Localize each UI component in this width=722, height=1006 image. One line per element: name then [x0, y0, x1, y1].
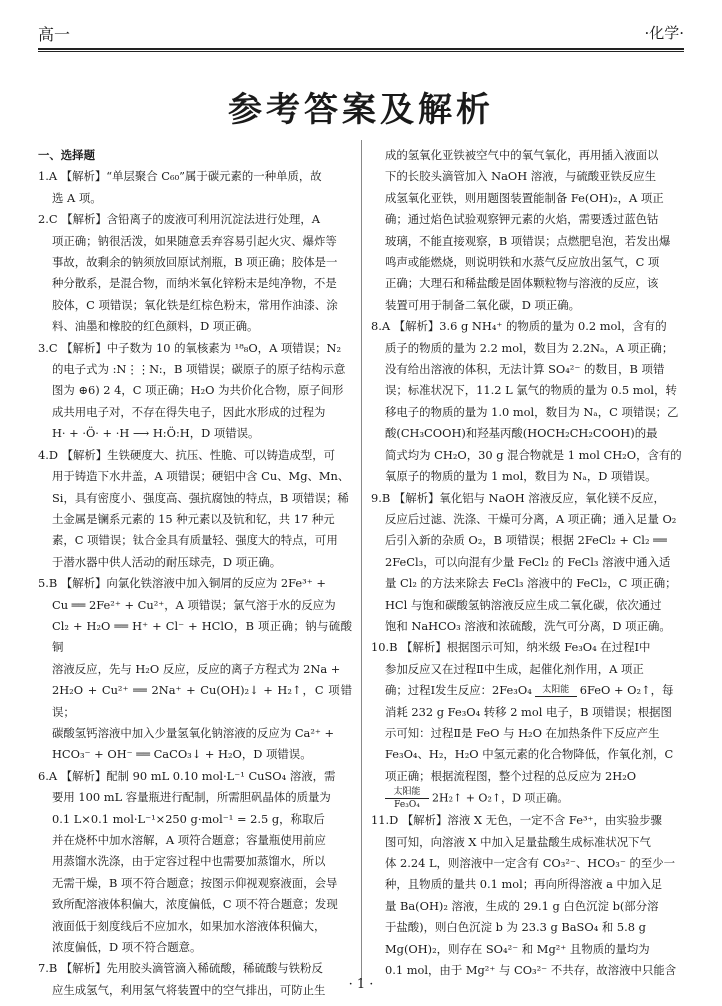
text-line: 胶体，C 项错误；氧化铁是红棕色粉末，常用作油漆、涂 — [52, 297, 338, 312]
text-line: 酸(CH₃COOH)和羟基丙酸(HOCH₂CH₂COOH)的最 — [385, 426, 658, 441]
text-line: 0.1 L×0.1 mol·L⁻¹×250 g·mol⁻¹ = 2.5 g，称取后 — [52, 811, 325, 826]
text-line: 项正确；根据流程图，整个过程的总反应为 2H₂O — [385, 768, 637, 783]
text-line: 并在烧杯中加水溶解，A 项符合题意；容量瓶使用前应 — [52, 833, 326, 847]
text-line: 8.A 【解析】3.6 g NH₄⁺ 的物质的量为 0.2 mol，含有的 — [371, 319, 667, 334]
text-line: 选 A 项。 — [52, 190, 102, 205]
text-line: 图为 ⊕6) 2 4，C 项正确；H₂O 为共价化合物，原子间形 — [52, 383, 344, 398]
condition-label: 太阳能 — [542, 684, 570, 695]
text-line: Cl₂ + H₂O ══ H⁺ + Cl⁻ + HClO，B 项正确；钠与硫酸铜 — [52, 618, 352, 655]
page-header — [38, 18, 684, 48]
text-line: 玻璃，不能直接观察，B 项错误；点燃肥皂泡，若发出爆 — [385, 233, 671, 248]
text-line: 装置可用于制备二氧化碳，D 项正确。 — [385, 297, 581, 312]
text-line: 0.1 mol，由于 Mg²⁺ 与 CO₃²⁻ 不共存，故溶液中只能含 — [385, 963, 677, 978]
text-line: 用蒸馏水洗涤，由于定容过程中也需要加蒸馏水，所以 — [52, 854, 326, 869]
text-line: 6.A 【解析】配制 90 mL 0.10 mol·L⁻¹ CuSO₄ 溶液，需 — [38, 768, 336, 783]
page-number: · 1 · — [348, 977, 374, 992]
text-line: Cu ══ 2Fe²⁺ + Cu²⁺，A 项错误；氯气溶于水的反应为 — [52, 597, 336, 612]
text-line: 3.C 【解析】中子数为 10 的氧核素为 ¹⁸₈O，A 项错误；N₂ — [38, 340, 342, 355]
text-line: Fe₃O₄、H₂，H₂O 中氢元素的化合物降低，作氧化剂，C — [385, 747, 674, 762]
text-line: 成氢氧化亚铁，则用题图装置能制备 Fe(OH)₂，A 项正 — [385, 190, 664, 205]
section-heading: 一、选择题 — [38, 148, 95, 162]
column-divider — [361, 140, 362, 980]
text-line: 用于铸造下水井盖，A 项错误；硬铝中含 Cu、Mg、Mn、 — [52, 469, 350, 484]
text-line: 的电子式为 :N⋮⋮N:，B 项错误；碳原子的原子结构示意 — [52, 362, 346, 377]
text-line: 量 Cl₂ 的方法来除去 FeCl₃ 溶液中的 FeCl₂，C 项正确； — [385, 576, 677, 591]
text-line: 碳酸氢钙溶液中加入少量氢氧化钠溶液的反应为 Ca²⁺ + — [52, 725, 335, 740]
text-line: 溶液反应，先与 H₂O 反应，反应的离子方程式为 2Na + — [52, 661, 341, 676]
text-line: 确；通过焰色试验观察钾元素的火焰，需要透过蓝色钴 — [385, 212, 659, 227]
text-line: 下的长胶头滴管加入 NaOH 溶液，与硫酸亚铁反应生 — [385, 169, 657, 184]
text-line: 9.B 【解析】氧化铝与 NaOH 溶液反应，氧化镁不反应， — [371, 490, 665, 505]
text-line: 消耗 232 g Fe₃O₄ 转移 2 mol 电子，B 项错误；根据图 — [385, 704, 672, 719]
text-line: 没有给出溶液的体积，无法计算 SO₄²⁻ 的数目，B 项错 — [385, 362, 665, 377]
text-line: 4.D 【解析】生铁硬度大、抗压、性脆、可以铸造成型，可 — [38, 447, 335, 462]
text-line: 于潜水器中供人活动的耐压球壳，D 项正确。 — [52, 554, 282, 569]
text-line: 液面低于刻度线后不应加水，如果加水溶液体积偏大， — [52, 918, 326, 933]
text-line: HCl 与饱和碳酸氢钠溶液反应生成二氧化碳，依次通过 — [385, 597, 662, 612]
text-line: 1.A 【解析】“单层聚合 C₆₀”属于碳元素的一种单质，故 — [38, 169, 322, 184]
equation-bar — [535, 696, 577, 697]
text-line: 5.B 【解析】向氯化铁溶液中加入铜屑的反应为 2Fe³⁺ + — [38, 576, 326, 591]
text-line: 2H₂O + Cu²⁺ ══ 2Na⁺ + Cu(OH)₂↓ + H₂↑，C 项错误； — [52, 683, 352, 719]
text-line: 图可知，向溶液 X 中加入足量盐酸生成标准状况下气 — [385, 834, 651, 849]
page-title: 参考答案及解析 — [228, 90, 494, 130]
left-column — [38, 145, 352, 1001]
text-line: 饱和 NaHCO₃ 溶液和浓硫酸，洗气可分离，D 项正确。 — [385, 618, 671, 633]
text-line: 素，C 项错误；钛合金具有质量轻、强度大的特点，可用 — [52, 533, 338, 548]
text-line: 2FeCl₃，可以向混有少量 FeCl₂ 的 FeCl₃ 溶液中通入适 — [385, 554, 671, 569]
text-line: 正确；大理石和稀盐酸是固体颗粒物与溶液的反应，该 — [385, 276, 659, 291]
text-line: Si，具有密度小、强度高、强抗腐蚀的特点，B 项错误；稀 — [52, 490, 349, 505]
header-rule-thin — [38, 51, 684, 52]
equation-text: 6FeO + O₂↑，每 — [579, 683, 674, 698]
right-column — [371, 145, 685, 981]
text-line: 致所配溶液体积偏大，浓度偏低，C 项不符合题意；发现 — [52, 897, 338, 912]
equation-line — [371, 680, 685, 701]
text-line: 量 Ba(OH)₂ 溶液，生成的 29.1 g 白色沉淀 b(部分溶 — [385, 898, 659, 913]
text-line: 后引入新的杂质 O₂，B 项错误；根据 2FeCl₂ + Cl₂ ══ — [385, 533, 667, 548]
text-line: 反应后过滤、洗涤、干燥可分离，A 项正确；通入足量 O₂ — [385, 511, 677, 526]
header-rule — [38, 48, 684, 50]
equation-text: 确；过程Ⅰ发生反应：2Fe₃O₄ — [385, 683, 532, 698]
text-line: 10.B 【解析】根据图示可知，纳米级 Fe₃O₄ 在过程Ⅰ中 — [371, 640, 651, 655]
header-subject: ·化学· — [644, 24, 684, 42]
text-line: 种，且物质的量共 0.1 mol；再向所得溶液 a 中加入足 — [385, 877, 663, 892]
text-line: 成共用电子对，不存在得失电子，因此水形成的过程为 — [52, 404, 326, 419]
equation-text: 2H₂↑ + O₂↑，D 项正确。 — [432, 791, 569, 805]
text-line: 应生成氢气，利用氢气将装置中的空气排出，可防止生 — [52, 982, 326, 997]
text-line: 11.D 【解析】溶液 X 无色，一定不含 Fe³⁺，由实验步骤 — [371, 813, 662, 828]
text-line: H· + ·Ö· + ·H ⟶ H:Ö:H，D 项错误。 — [52, 426, 260, 441]
reaction-condition — [385, 787, 429, 810]
text-line: 事故，故剩余的钠须放回原试剂瓶，B 项正确；胶体是一 — [52, 255, 338, 270]
reaction-condition — [535, 685, 577, 698]
condition-label: 太阳能 — [393, 787, 421, 798]
text-line: 7.B 【解析】先用胶头滴管滴入稀硫酸，稀硫酸与铁粉反 — [38, 961, 323, 976]
header-grade: 高一 — [38, 25, 71, 44]
text-line: 成的氢氧化亚铁被空气中的氧气氧化，再用插入液面以 — [385, 148, 659, 162]
text-line: 体 2.24 L，则溶液中一定含有 CO₃²⁻、HCO₃⁻ 的至少一 — [385, 856, 676, 870]
equation-bar — [385, 798, 429, 799]
text-line: 移电子的物质的量为 1.0 mol，数目为 Nₐ，C 项错误；乙 — [385, 404, 679, 419]
text-line: 参加反应又在过程Ⅱ中生成，起催化剂作用，A 项正 — [385, 661, 644, 676]
catalyst-label: Fe₃O₄ — [394, 800, 420, 811]
text-line: 料、油墨和橡胶的红色颜料，D 项正确。 — [52, 319, 259, 334]
text-line: 土金属是镧系元素的 15 种元素以及钪和钇，共 17 种元 — [52, 511, 335, 526]
text-line: 示可知：过程Ⅱ是 FeO 与 H₂O 在加热条件下反应产生 — [385, 725, 660, 740]
text-line: 简式均为 CH₂O，30 g 混合物就是 1 mol CH₂O，含有的 — [385, 447, 682, 462]
text-line: 于盐酸)，则白色沉淀 b 为 23.3 g BaSO₄ 和 5.8 g — [385, 920, 646, 935]
equation-line — [371, 787, 685, 810]
text-line: HCO₃⁻ + OH⁻ ══ CaCO₃↓ + H₂O，D 项错误。 — [52, 747, 312, 762]
text-line: Mg(OH)₂，则存在 SO₄²⁻ 和 Mg²⁺ 且物质的量均为 — [385, 941, 650, 956]
text-line: 氧原子的物质的量为 1 mol，数目为 Nₐ，D 项错误。 — [385, 469, 657, 484]
text-line: 鸣声或能燃烧，则说明铁和水蒸气反应放出氢气，C 项 — [385, 255, 660, 270]
text-line: 误；标准状况下，11.2 L 氯气的物质的量为 0.5 mol，转 — [385, 383, 677, 398]
text-line: 要用 100 mL 容量瓶进行配制，所需胆矾晶体的质量为 — [52, 790, 331, 805]
text-line: 浓度偏低，D 项不符合题意。 — [52, 940, 202, 955]
text-line: 无需干燥，B 项不符合题意；按图示仰视观察液面，会导 — [52, 875, 338, 890]
text-line: 2.C 【解析】含铅离子的废液可利用沉淀法进行处理，A — [38, 212, 321, 227]
text-line: 质子的物质的量为 2.2 mol，数目为 2.2Nₐ，A 项正确； — [385, 340, 674, 355]
text-line: 种分散系，是混合物，而纳米氧化锌粉末是纯净物，不是 — [52, 276, 337, 291]
text-line: 项正确；钠很活泼，如果随意丢弃容易引起火灾、爆炸等 — [52, 233, 337, 248]
